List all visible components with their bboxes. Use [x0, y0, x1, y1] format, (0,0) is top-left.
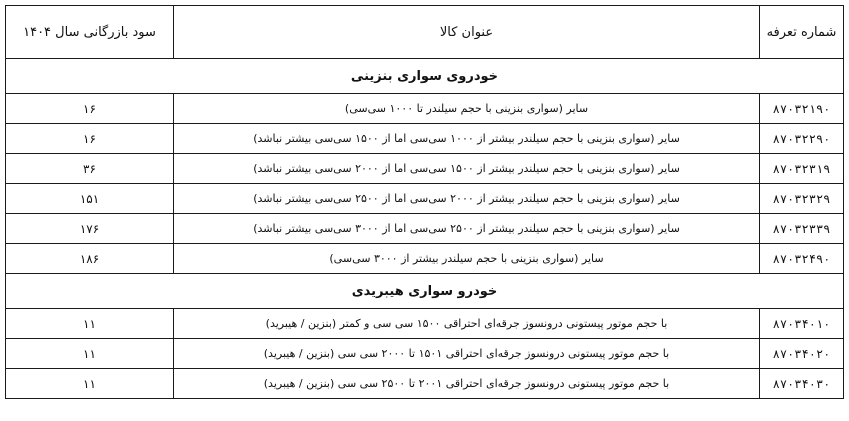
header-row [6, 6, 844, 59]
goods-title: سایر (سواری بنزینی با حجم سیلندر بیشتر از ۲۰۰۰ سی‌سی اما از ۲۵۰۰ سی‌سی بیشتر نباشد) [174, 184, 760, 214]
profit-value: ۱۸۶ [6, 244, 174, 274]
tariff-code: ۸۷۰۳۴۰۳۰ [760, 369, 844, 399]
tariff-code: ۸۷۰۳۲۳۱۹ [760, 154, 844, 184]
tariff-code: ۸۷۰۳۴۰۱۰ [760, 309, 844, 339]
header-tariff-number: شماره تعرفه [760, 6, 844, 59]
table-row [6, 124, 844, 154]
section-row-hybrid [6, 274, 844, 309]
tariff-table [5, 5, 844, 399]
profit-value: ۱۱ [6, 309, 174, 339]
tariff-code: ۸۷۰۳۴۰۲۰ [760, 339, 844, 369]
table-row [6, 94, 844, 124]
profit-value: ۱۱ [6, 369, 174, 399]
table-row [6, 244, 844, 274]
table-row [6, 214, 844, 244]
goods-title: سایر (سواری بنزینی با حجم سیلندر تا ۱۰۰۰ سی‌سی) [174, 94, 760, 124]
profit-value: ۳۶ [6, 154, 174, 184]
tariff-code: ۸۷۰۳۲۳۳۹ [760, 214, 844, 244]
header-goods-title: عنوان کالا [174, 6, 760, 59]
goods-title: سایر (سواری بنزینی با حجم سیلندر بیشتر از ۱۵۰۰ سی‌سی اما از ۲۰۰۰ سی‌سی بیشتر نباشد) [174, 154, 760, 184]
profit-value: ۱۷۶ [6, 214, 174, 244]
tariff-code: ۸۷۰۳۲۱۹۰ [760, 94, 844, 124]
table-row [6, 339, 844, 369]
table-row [6, 369, 844, 399]
header-commercial-profit: سود بازرگانی سال ۱۴۰۴ [6, 6, 174, 59]
section-title: خودرو سواری هیبریدی [6, 274, 844, 309]
tariff-code: ۸۷۰۳۲۲۹۰ [760, 124, 844, 154]
table-row [6, 184, 844, 214]
goods-title: با حجم موتور پیستونی درونسوز جرقه‌ای احتراقی ۱۵۰۱ تا ۲۰۰۰ سی سی (بنزین / هیبرید) [174, 339, 760, 369]
goods-title: سایر (سواری بنزینی با حجم سیلندر بیشتر از ۱۰۰۰ سی‌سی اما از ۱۵۰۰ سی‌سی بیشتر نباشد) [174, 124, 760, 154]
table-row [6, 154, 844, 184]
profit-value: ۱۶ [6, 94, 174, 124]
goods-title: با حجم موتور پیستونی درونسوز جرقه‌ای احتراقی ۲۰۰۱ تا ۲۵۰۰ سی سی (بنزین / هیبرید) [174, 369, 760, 399]
profit-value: ۱۵۱ [6, 184, 174, 214]
goods-title: با حجم موتور پیستونی درونسوز جرقه‌ای احتراقی ۱۵۰۰ سی سی و کمتر (بنزین / هیبرید) [174, 309, 760, 339]
section-row-gasoline [6, 59, 844, 94]
goods-title: سایر (سواری بنزینی با حجم سیلندر بیشتر از ۲۵۰۰ سی‌سی اما از ۳۰۰۰ سی‌سی بیشتر نباشد) [174, 214, 760, 244]
profit-value: ۱۶ [6, 124, 174, 154]
section-title: خودروی سواری بنزینی [6, 59, 844, 94]
goods-title: سایر (سواری بنزینی با حجم سیلندر بیشتر از ۳۰۰۰ سی‌سی) [174, 244, 760, 274]
tariff-code: ۸۷۰۳۲۳۲۹ [760, 184, 844, 214]
tariff-table-container [5, 5, 843, 399]
table-row [6, 309, 844, 339]
tariff-code: ۸۷۰۳۲۴۹۰ [760, 244, 844, 274]
profit-value: ۱۱ [6, 339, 174, 369]
